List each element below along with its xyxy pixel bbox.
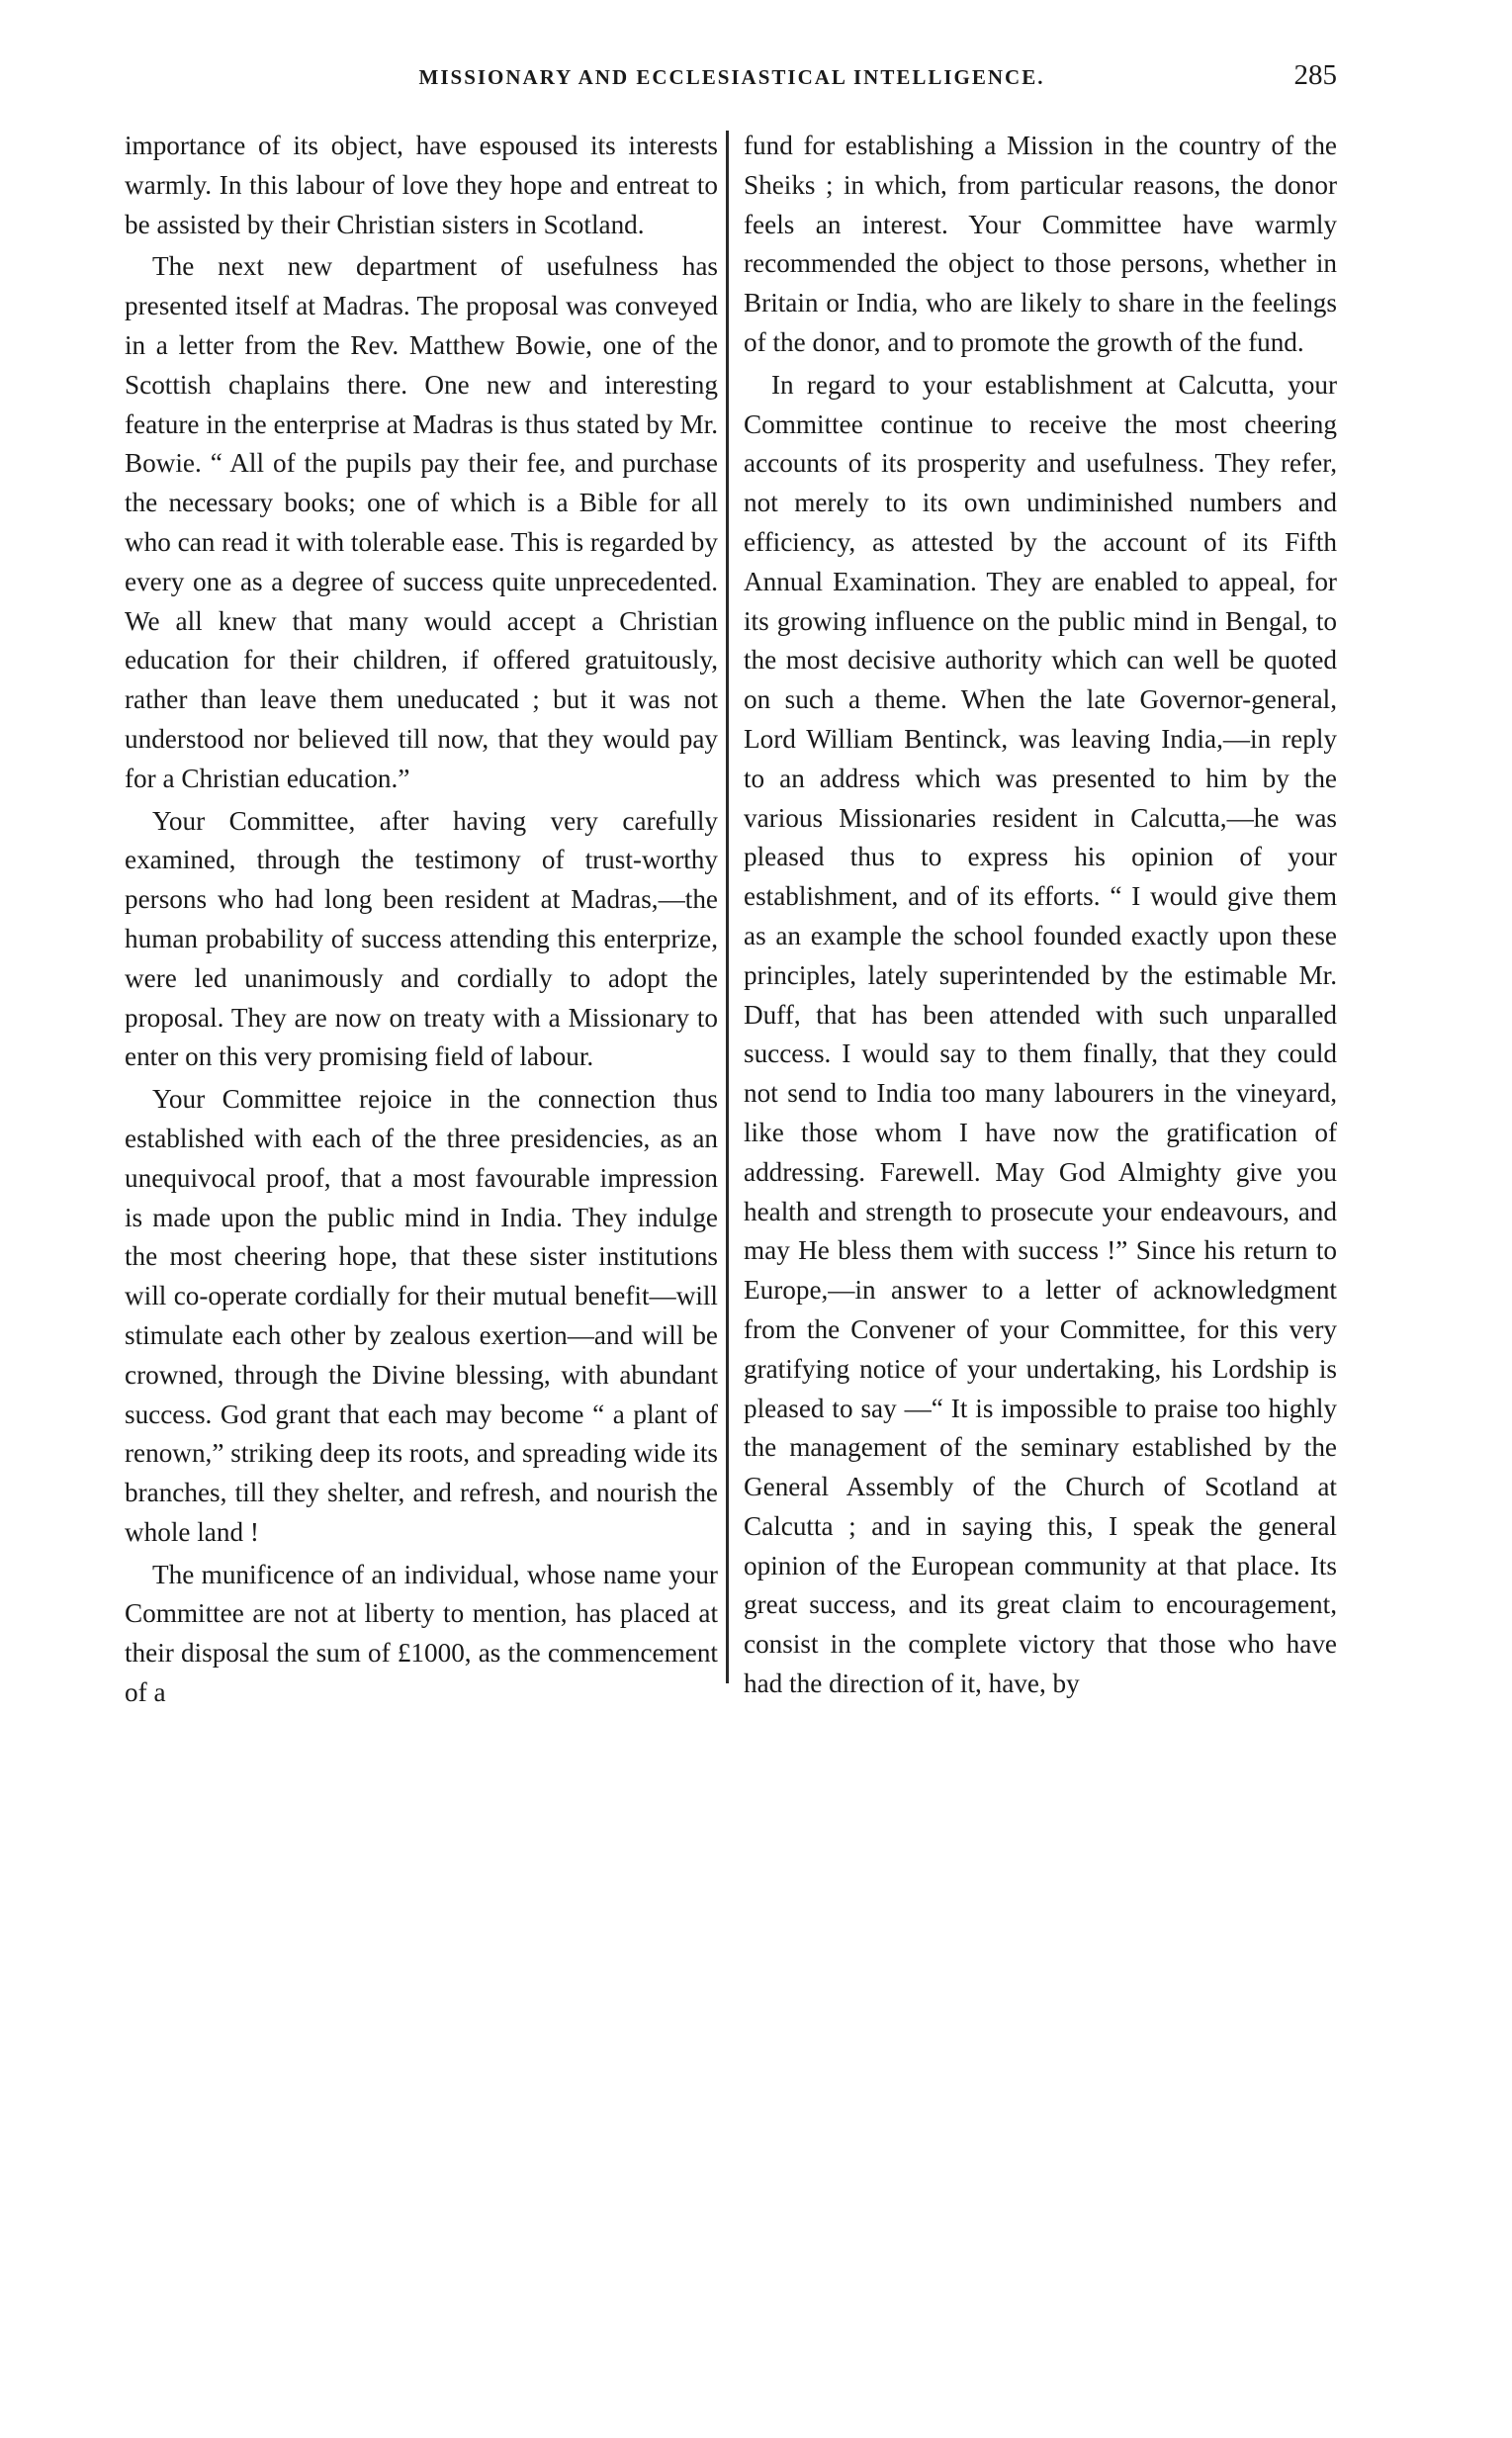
column-divider xyxy=(726,131,729,1683)
paragraph: The munificence of an individual, whose name your Committee are not at liberty to mention, has placed at their disposal the sum of £1000, as the commencement of a xyxy=(125,1559,718,1708)
paragraph: fund for establishing a Mission in the country of the Sheiks ; in which, from particular reasons, the donor feels an interest. Your Committee have warmly recommended the object to those persons, whether in Britain or India, who are likely to share in the feelings of the donor, and to promote the growth of the fund. xyxy=(744,131,1337,357)
page-number: 285 xyxy=(1293,59,1337,91)
left-column xyxy=(125,127,718,1713)
paragraph: Your Committee rejoice in the connection thus established with each of the three presidencies, as an unequivocal proof, that a most favourable impression is made upon the public mind in India. They indulge the most cheering hope, that these sister institutions will co-operate cordially for their mutual benefit—will stimulate each other by zealous exertion—and will be crowned, through the Divine blessing, with abundant success. God grant that each may become “ a plant of renown,” striking deep its roots, and spreading wide its branches, till they shelter, and refresh, and nourish the whole land ! xyxy=(125,1084,718,1547)
right-column xyxy=(744,127,1337,1704)
paragraph: The next new department of usefulness has presented itself at Madras. The proposal was conveyed in a letter from the Rev. Matthew Bowie, one of the Scottish chaplains there. One new and interesting feature in the enterprise at Madras is thus stated by Mr. Bowie. “ All of the pupils pay their fee, and purchase the necessary books; one of which is a Bible for all who can read it with tolerable ease. This is regarded by every one as a degree of success quite unprecedented. We all knew that many would accept a Christian education for their children, if offered gratuitously, rather than leave them uneducated ; but it was not understood nor believed till now, that they would pay for a Christian education.” xyxy=(125,251,718,793)
running-title: MISSIONARY AND ECCLESIASTICAL INTELLIGENCE. xyxy=(418,65,1045,89)
paragraph: importance of its object, have espoused its interests warmly. In this labour of love they hope and entreat to be assisted by their Christian sisters in Scotland. xyxy=(125,131,718,239)
paragraph: Your Committee, after having very carefully examined, through the testimony of trust-worthy persons who had long been resident at Madras,—the human probability of success attending this enterprize, were led unanimously and cordially to adopt the proposal. They are now on treaty with a Missionary to enter on this very promising field of labour. xyxy=(125,805,718,1072)
paragraph: In regard to your establishment at Calcutta, your Committee continue to receive the most cheering accounts of its prosperity and usefulness. They refer, not merely to its own undiminished numbers and efficiency, as attested by the account of its Fifth Annual Examination. They are enabled to appeal, for its growing influence on the public mind in Bengal, to the most decisive authority which can well be quoted on such a theme. When the late Governor-general, Lord William Bentinck, was leaving India,—in reply to an address which was presented to him by the various Missionaries resident in Calcutta,—he was pleased thus to express his opinion of your establishment, and of its efforts. “ I would give them as an example the school founded exactly upon these principles, lately superintended by the estimable Mr. Duff, that has been attended with such unparalled success. I would say to them finally, that they could not send to India too many labourers in the vineyard, like those whom I have now the gratification of addressing. Farewell. May God Almighty give you health and strength to prosecute your endeavours, and may He bless them with success !” Since his return to Europe,—in answer to a letter of acknowledgment from the Convener of your Committee, for this very gratifying notice of your undertaking, his Lordship is pleased to say —“ It is impossible to praise too highly the management of the seminary established by the General Assembly of the Church of Scotland at Calcutta ; and in saying this, I speak the general opinion of the European community at that place. Its great success, and its great claim to encouragement, consist in the complete victory that those who have had the direction of it, have, by xyxy=(744,369,1337,1699)
